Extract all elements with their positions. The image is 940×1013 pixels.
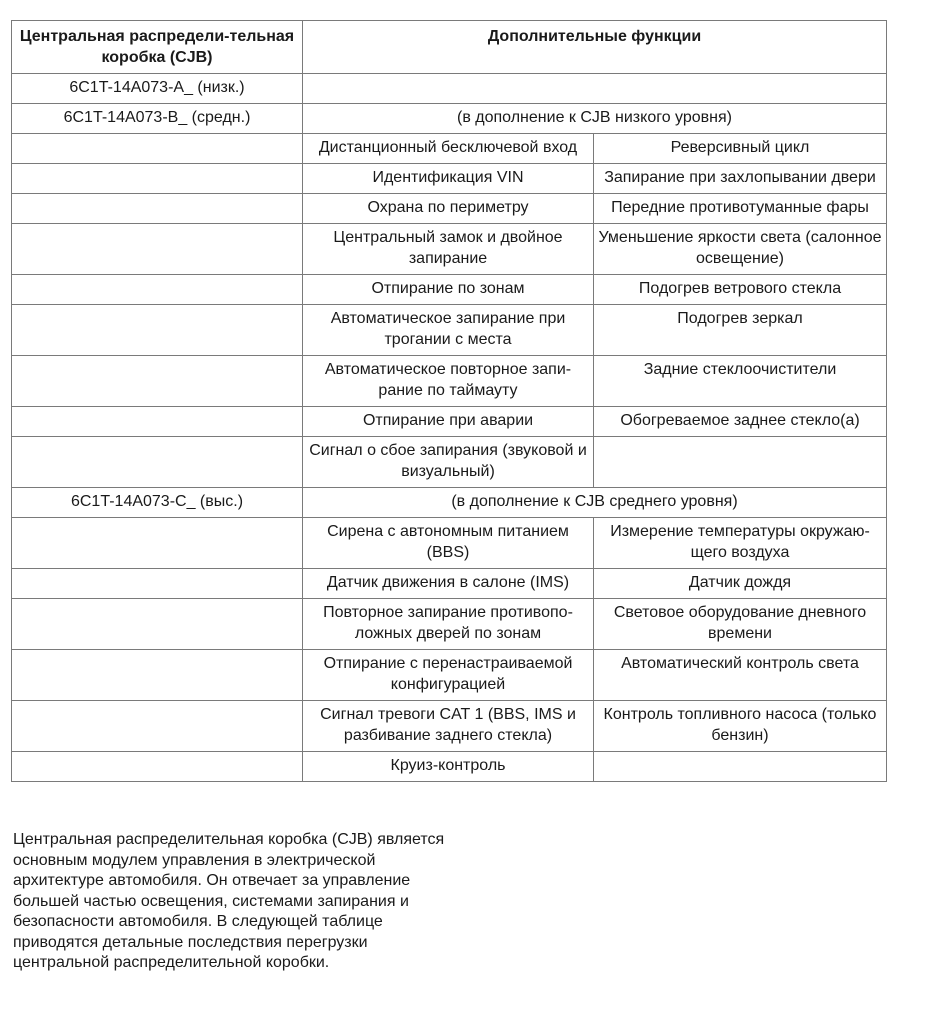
- cjb-empty-cell: [12, 701, 303, 752]
- table-row: [12, 569, 887, 599]
- table-row: [12, 194, 887, 224]
- function-cell: Обогреваемое заднее стекло(а): [594, 407, 887, 437]
- function-cell: Сирена с автономным питанием (BBS): [303, 518, 594, 569]
- cjb-empty-cell: [12, 164, 303, 194]
- table-row: [12, 305, 887, 356]
- function-cell: Датчик дождя: [594, 569, 887, 599]
- header-functions: Дополнительные функции: [303, 21, 887, 74]
- cjb-mid-note: (в дополнение к CJB низкого уровня): [303, 104, 887, 134]
- cjb-mid-label: 6C1T-14A073-B_ (средн.): [12, 104, 303, 134]
- cjb-empty-cell: [12, 437, 303, 488]
- table-row: [12, 134, 887, 164]
- function-cell: Задние стеклоочистители: [594, 356, 887, 407]
- function-cell: Измерение температуры окружаю-щего воздуха: [594, 518, 887, 569]
- cjb-empty-cell: [12, 407, 303, 437]
- cjb-high-label: 6C1T-14A073-C_ (выс.): [12, 488, 303, 518]
- table-row: [12, 599, 887, 650]
- header-cjb: Центральная распредели-тельная коробка (CJB): [12, 21, 303, 74]
- function-cell: Запирание при захлопывании двери: [594, 164, 887, 194]
- function-cell: [594, 437, 887, 488]
- function-cell: Сигнал тревоги CAT 1 (BBS, IMS и разбивание заднего стекла): [303, 701, 594, 752]
- table-row: [12, 650, 887, 701]
- cjb-empty-cell: [12, 305, 303, 356]
- function-cell: Повторное запирание противопо-ложных дверей по зонам: [303, 599, 594, 650]
- row-mid: [12, 104, 887, 134]
- cjb-low-label: 6C1T-14A073-A_ (низк.): [12, 74, 303, 104]
- cjb-empty-cell: [12, 569, 303, 599]
- cjb-low-functions: [303, 74, 887, 104]
- row-high: [12, 488, 887, 518]
- function-cell: [594, 752, 887, 782]
- cjb-empty-cell: [12, 275, 303, 305]
- table-row: [12, 701, 887, 752]
- cjb-description: Центральная распределительная коробка (CJB) является основным модулем управления в электрической архитектуре автомобиля. Он отвечает за управление большей частью освещения, системами запирания и безопасности автомобиля. В следующей таблице приводятся детальные последствия перегрузки центральной распределительной коробки.: [13, 831, 445, 971]
- table-row: [12, 164, 887, 194]
- function-cell: Уменьшение яркости света (салонное освещение): [594, 224, 887, 275]
- cjb-empty-cell: [12, 599, 303, 650]
- function-cell: Автоматическое повторное запи-рание по таймауту: [303, 356, 594, 407]
- function-cell: Подогрев ветрового стекла: [594, 275, 887, 305]
- function-cell: Идентификация VIN: [303, 164, 594, 194]
- function-cell: Автоматическое запирание при трогании с места: [303, 305, 594, 356]
- function-cell: Подогрев зеркал: [594, 305, 887, 356]
- function-cell: Охрана по периметру: [303, 194, 594, 224]
- function-cell: Реверсивный цикл: [594, 134, 887, 164]
- function-cell: Сигнал о сбое запирания (звуковой и визуальный): [303, 437, 594, 488]
- table-row: [12, 356, 887, 407]
- function-cell: Датчик движения в салоне (IMS): [303, 569, 594, 599]
- cjb-functions-table: [11, 20, 887, 782]
- function-cell: Передние противотуманные фары: [594, 194, 887, 224]
- table-row: [12, 752, 887, 782]
- cjb-empty-cell: [12, 134, 303, 164]
- function-cell: Отпирание при аварии: [303, 407, 594, 437]
- table-row: [12, 437, 887, 488]
- function-cell: Контроль топливного насоса (только бензин): [594, 701, 887, 752]
- function-cell: Центральный замок и двойное запирание: [303, 224, 594, 275]
- cjb-empty-cell: [12, 194, 303, 224]
- function-cell: Круиз-контроль: [303, 752, 594, 782]
- cjb-empty-cell: [12, 356, 303, 407]
- table-row: [12, 407, 887, 437]
- function-cell: Световое оборудование дневного времени: [594, 599, 887, 650]
- cjb-empty-cell: [12, 752, 303, 782]
- function-cell: Отпирание по зонам: [303, 275, 594, 305]
- cjb-empty-cell: [12, 224, 303, 275]
- table-row: [12, 518, 887, 569]
- table-row: [12, 275, 887, 305]
- cjb-empty-cell: [12, 518, 303, 569]
- cjb-empty-cell: [12, 650, 303, 701]
- function-cell: Дистанционный бесключевой вход: [303, 134, 594, 164]
- function-cell: Отпирание с перенастраиваемой конфигурацией: [303, 650, 594, 701]
- table-row: [12, 224, 887, 275]
- table-header-row: [12, 21, 887, 74]
- function-cell: Автоматический контроль света: [594, 650, 887, 701]
- cjb-high-note: (в дополнение к CJB среднего уровня): [303, 488, 887, 518]
- row-low: [12, 74, 887, 104]
